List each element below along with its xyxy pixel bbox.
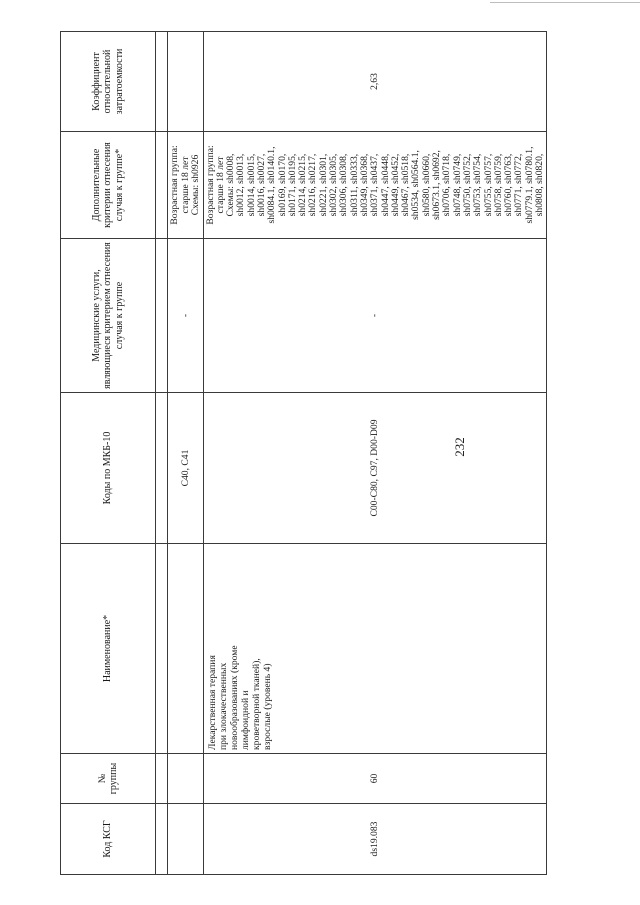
row2-criteria-line: sh0753, sh0754, [472, 153, 484, 217]
page-number: 232 [452, 437, 467, 457]
row1-code [168, 804, 204, 875]
row2-criteria-line: Возрастная группа: [204, 145, 216, 225]
row2-name-line: Лекарственная терапия [206, 655, 218, 750]
row2-criteria-line: sh0750, sh0752, [461, 153, 473, 217]
row2-criteria-line: старше 18 лет [214, 156, 226, 214]
row2-criteria-line: sh0171, sh0195, [286, 153, 298, 217]
row2-criteria-line: sh0580, sh0660, [420, 153, 432, 217]
row2-criteria-line: sh0302, sh0305, [328, 153, 340, 217]
header-row [61, 32, 156, 875]
row2-criteria-line: sh0014, sh0015, [245, 153, 257, 217]
row2-criteria-line: sh0808, sh0820, [534, 153, 545, 217]
row2-criteria-line: sh0673.1, sh0692, [431, 150, 443, 220]
table-row-ds19-083 [203, 32, 547, 875]
table-row-c40-c41 [168, 32, 204, 875]
empty-cell [156, 239, 168, 393]
row2-criteria-line: sh0214, sh0215, [297, 153, 309, 217]
row2-criteria-line: sh0169, sh0170, [276, 153, 288, 217]
row2-criteria-line: sh0349, sh0368, [358, 153, 370, 217]
row2-criteria-line: sh0748, sh0749, [451, 153, 463, 217]
row1-criteria-line: старше 18 лет [179, 156, 191, 214]
row2-criteria-line: sh0706, sh0718, [441, 153, 453, 217]
table-row-empty [156, 32, 168, 875]
row2-criteria-line: sh0534, sh0564.1, [410, 150, 422, 220]
row2-name-line: взрослые (уровень 4) [261, 663, 273, 750]
header-icd-codes: Коды по МКБ-10 [61, 393, 156, 544]
empty-cell [156, 32, 168, 132]
row2-criteria-line: sh0016, sh0027, [255, 153, 267, 217]
row2-code: ds19.083 [203, 804, 547, 875]
row2-criteria-line: sh0779.1, sh0780.1, [523, 146, 535, 224]
row2-criteria [203, 132, 547, 239]
header-services: Медицинские услуги, являющиеся критерием отнесения случая к группе [61, 239, 156, 393]
row2-criteria-line: sh0447, sh0448, [379, 153, 391, 217]
row1-criteria [168, 132, 204, 239]
row2-criteria-line: sh0467, sh0518, [400, 153, 412, 217]
row1-criteria-line: Возрастная группа: [169, 145, 180, 225]
row1-criteria-line: Схемы: sh0926 [190, 154, 201, 216]
empty-cell [156, 544, 168, 754]
header-coefficient: Коэффициент относительной затратоемкости [61, 32, 156, 132]
row2-criteria-line: sh0371, sh0437, [369, 153, 381, 217]
empty-cell [156, 804, 168, 875]
header-code: Код КСГ [61, 804, 156, 875]
header-name: Наименование* [61, 544, 156, 754]
row2-services: - [203, 239, 547, 393]
row2-criteria-line: sh0771, sh0772, [513, 153, 525, 217]
empty-cell [156, 754, 168, 804]
row2-criteria-line: sh0755, sh0757, [482, 153, 494, 217]
row1-icd-codes: C40, C41 [168, 393, 204, 544]
header-group-no: № группы [61, 754, 156, 804]
row2-icd-codes: C00-C80, C97, D00-D09 [203, 393, 547, 544]
row2-criteria-line: sh0216, sh0217, [307, 153, 319, 217]
row2-criteria-line: sh0758, sh0759, [492, 153, 504, 217]
row1-coefficient [168, 32, 204, 132]
row2-name-line: новообразованиях (кроме [228, 645, 240, 750]
row2-criteria-line: sh0760, sh0763, [503, 153, 515, 217]
row2-criteria-line: sh0084.1, sh0140.1, [266, 146, 278, 224]
row1-services: - [168, 239, 204, 393]
row2-group-no: 60 [203, 754, 547, 804]
row2-criteria-line: sh0221, sh0301, [317, 153, 329, 217]
row2-name-line: кроветворной тканей), [250, 658, 262, 750]
row2-criteria-line: sh0311, sh0333, [348, 153, 360, 217]
row1-group-no [168, 754, 204, 804]
row2-criteria-line: sh0306, sh0308, [338, 153, 350, 217]
row2-name-line: лимфоидной и [239, 690, 251, 750]
header-criteria: Дополнительные критерии отнесения случая к группе* [61, 132, 156, 239]
row2-criteria-line: sh0449, sh0452, [389, 153, 401, 217]
row2-coefficient: 2,63 [203, 32, 547, 132]
row1-name [168, 544, 204, 754]
empty-cell [156, 393, 168, 544]
ksg-table [60, 31, 547, 875]
row2-name [203, 544, 547, 754]
row2-criteria-line: sh0012, sh0013, [235, 153, 247, 217]
row2-criteria-line: Схемы: sh0008, [225, 153, 237, 217]
row2-name-line: при злокачественных [217, 662, 229, 750]
empty-cell [156, 132, 168, 239]
